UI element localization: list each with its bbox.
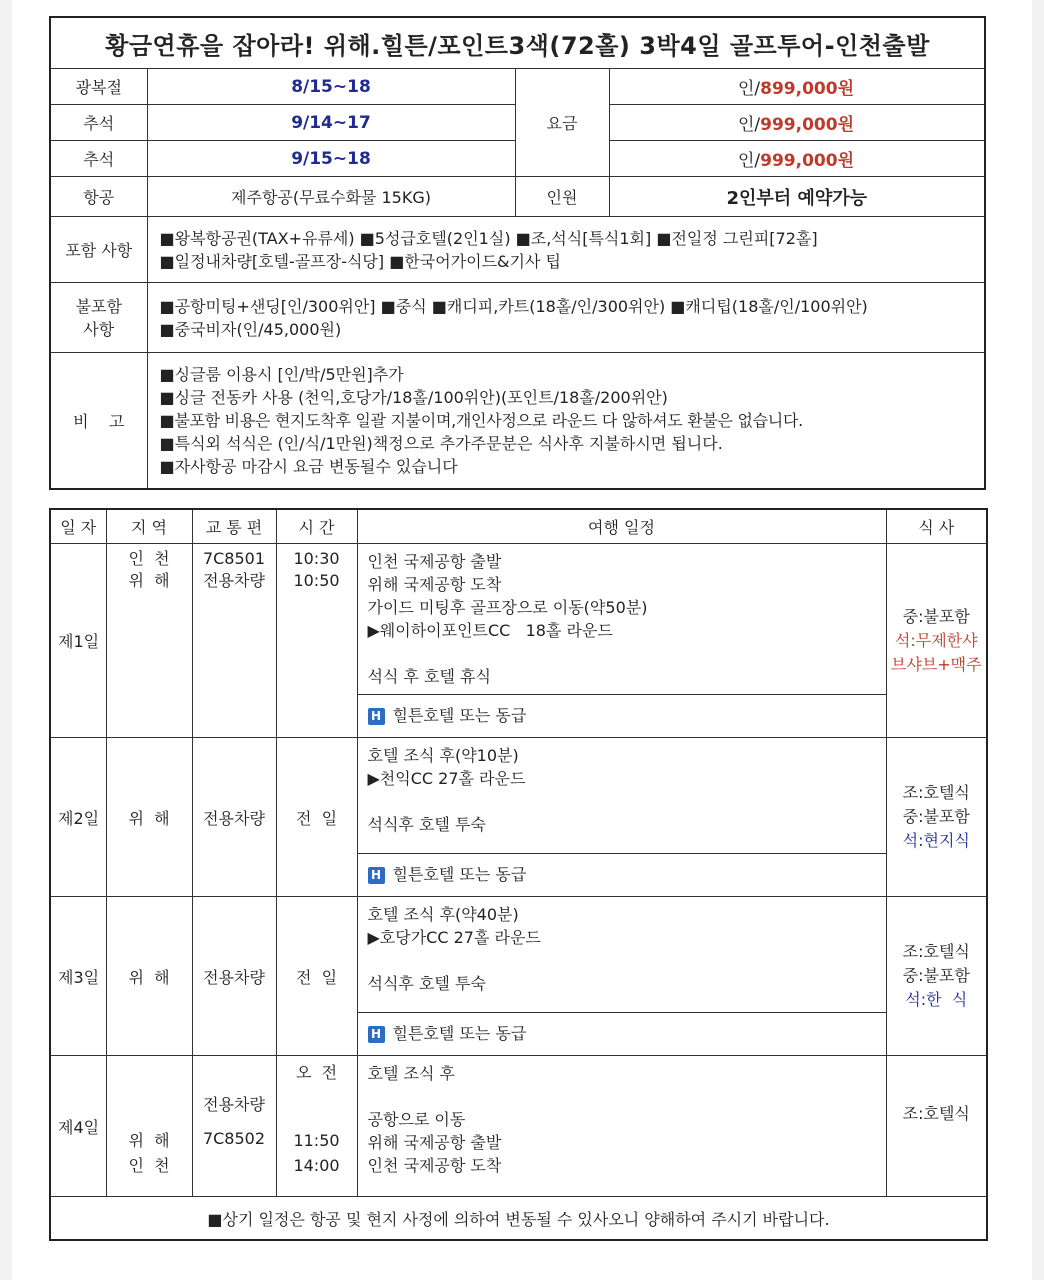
time-text: 10:50: [293, 571, 340, 590]
date-range: 9/15~18: [147, 141, 515, 177]
meal-cell: [886, 1056, 987, 1197]
included-label: 포함 사항: [50, 217, 147, 283]
transport-cell: 전용차량: [192, 897, 276, 1056]
time-text: 11:50: [293, 1131, 340, 1150]
itinerary-cell: [357, 544, 886, 695]
itinerary-line: ▶호당가CC 27홀 라운드: [367, 928, 541, 947]
itinerary-line: ▶천익CC 27홀 라운드: [367, 769, 526, 788]
time-cell: 전 일: [276, 738, 357, 897]
transport-text: 전용차량: [203, 571, 265, 590]
airline-value: 제주항공(무료수화물 15KG): [147, 177, 515, 217]
excluded-text: [147, 283, 985, 353]
header-itinerary: 여행 일정: [357, 509, 886, 544]
itinerary-line: 위해 국제공항 출발: [367, 1133, 502, 1152]
transport-cell: [192, 544, 276, 738]
region-text: 인 천: [128, 549, 170, 568]
included-line: ■일정내차량[호텔-골프장-식당] ■한국어가이드&기사 팁: [159, 251, 561, 271]
price-cell: [609, 141, 985, 177]
itinerary-line: 공항으로 이동: [367, 1110, 466, 1129]
day-row: [50, 738, 987, 854]
airline-row: [50, 177, 985, 217]
excluded-line: ■공항미팅+샌딩[인/300위안] ■중식 ■캐디피,카트(18홀/인/300위안) ■캐디팁(18홀/인/100위안): [159, 296, 868, 316]
hotel-text: 힐튼호텔 또는 동급: [392, 706, 527, 725]
region-text: [107, 1084, 192, 1106]
transport-text: [193, 1062, 276, 1084]
itinerary-line: 인천 국제공항 출발: [367, 552, 502, 571]
meal-text: 조:호텔식: [902, 1104, 970, 1123]
itinerary-line: 석식 후 호텔 휴식: [367, 667, 491, 686]
date-range: 9/14~17: [147, 105, 515, 141]
time-cell: [276, 1056, 357, 1197]
hotel-cell: [357, 854, 886, 897]
time-cell: [276, 544, 357, 738]
day-row: [50, 897, 987, 1013]
meal-text: 중:불포함: [902, 966, 970, 985]
hotel-cell: [357, 1013, 886, 1056]
excluded-label-line: 불포함: [75, 296, 122, 316]
schedule-table: [49, 508, 988, 1241]
itinerary-line: 호텔 조식 후: [367, 1064, 455, 1083]
itinerary-cell: [357, 738, 886, 854]
region-text: 위 해: [128, 571, 170, 590]
airline-label: 항공: [50, 177, 147, 217]
remarks-line: ■특식외 석식은 (인/식/1만원)책정으로 추가주문분은 식사후 지불하시면 됩니다.: [159, 433, 723, 453]
itinerary-cell: [357, 1056, 886, 1197]
header-time: 시 간: [276, 509, 357, 544]
transport-text: 7C8502: [202, 1129, 266, 1148]
meal-text: 브샤브+맥주: [890, 654, 982, 674]
tour-info-table: [49, 16, 986, 490]
itinerary-line: 호텔 조식 후(약10분): [367, 746, 519, 765]
transport-cell: 전용차량: [192, 738, 276, 897]
itinerary-line: [368, 642, 876, 665]
header-region: 지 역: [106, 509, 192, 544]
meal-text: 석:한 식: [905, 990, 968, 1009]
transport-text: 7C8501: [202, 549, 266, 568]
included-row: [50, 217, 985, 283]
remarks-line: ■불포함 비용은 현지도착후 일괄 지불이며,개인사정으로 라운드 다 않하셔도 환불은 없습니다.: [159, 410, 803, 430]
excluded-row: [50, 283, 985, 353]
excluded-label-line: 사항: [83, 319, 115, 339]
meal-text: 조:호텔식: [902, 942, 970, 961]
date-label: 추석: [50, 141, 147, 177]
itinerary-line: 호텔 조식 후(약40분): [367, 905, 519, 924]
people-value: 2인부터 예약가능: [609, 177, 985, 217]
itinerary-line: 가이드 미팅후 골프장으로 이동(약50분): [367, 598, 648, 617]
time-text: [277, 1084, 357, 1106]
remarks-line: ■싱글 전동카 사용 (천익,호당가/18홀/100위안)(포인트/18홀/200위안): [159, 387, 668, 407]
region-cell: [106, 544, 192, 738]
footer-note: ■상기 일정은 항공 및 현지 사정에 의하여 변동될 수 있사오니 양해하여 주시기 바랍니다.: [50, 1197, 987, 1241]
meal-text: 중:불포함: [902, 606, 970, 626]
meal-cell: [886, 544, 987, 738]
included-text: [147, 217, 985, 283]
price-prefix: 인/: [737, 151, 761, 171]
hotel-text: 힐튼호텔 또는 동급: [392, 865, 527, 884]
excluded-label: [50, 283, 147, 353]
meal-text: 조:호텔식: [902, 783, 970, 802]
remarks-line: ■자사항공 마감시 요금 변동될수 있습니다: [159, 456, 458, 476]
excluded-line: ■중국비자(인/45,000원): [159, 319, 342, 339]
price-amount: 999,000원: [760, 115, 854, 135]
meal-cell: [886, 897, 987, 1056]
itinerary-line: [368, 949, 876, 972]
region-text: 위 해: [128, 1131, 170, 1150]
region-text: 인 천: [128, 1156, 170, 1175]
day-label: 제1일: [50, 544, 106, 738]
remarks-row: [50, 353, 985, 489]
fee-label: 요금: [515, 69, 609, 177]
hotel-icon: H: [368, 1026, 385, 1043]
hotel-icon: H: [368, 708, 385, 725]
date-range: 8/15~18: [147, 69, 515, 105]
header-day: 일 자: [50, 509, 106, 544]
price-amount: 999,000원: [760, 151, 854, 171]
itinerary-line: 석식후 호텔 투숙: [367, 815, 486, 834]
hotel-icon: H: [368, 867, 385, 884]
region-text: [107, 1106, 192, 1128]
price-prefix: 인/: [737, 115, 761, 135]
schedule-header-row: [50, 509, 987, 544]
itinerary-line: 인천 국제공항 도착: [367, 1156, 502, 1175]
day-label: 제3일: [50, 897, 106, 1056]
price-amount: 899,000원: [760, 79, 854, 99]
itinerary-cell: [357, 897, 886, 1013]
price-cell: [609, 105, 985, 141]
date-row: [50, 69, 985, 105]
time-text: [277, 1106, 357, 1128]
itinerary-line: [368, 790, 876, 813]
day-row: [50, 1056, 987, 1197]
time-text: 오 전: [295, 1063, 338, 1082]
day-row: [50, 544, 987, 695]
itinerary-line: 석식후 호텔 투숙: [367, 974, 486, 993]
region-cell: [106, 1056, 192, 1197]
hotel-text: 힐튼호텔 또는 동급: [392, 1024, 527, 1043]
remarks-label: 비 고: [50, 353, 147, 489]
transport-text: 전용차량: [203, 1095, 265, 1114]
time-text: 10:30: [293, 549, 340, 568]
region-text: [107, 1062, 192, 1084]
hotel-cell: [357, 695, 886, 738]
date-label: 추석: [50, 105, 147, 141]
day-label: 제2일: [50, 738, 106, 897]
date-label: 광복절: [50, 69, 147, 105]
time-text: 14:00: [293, 1156, 340, 1175]
itinerary-line: ▶웨이하이포인트CC 18홀 라운드: [367, 621, 613, 640]
meal-text: 석:무제한샤: [894, 630, 978, 650]
time-cell: 전 일: [276, 897, 357, 1056]
itinerary-line: [368, 1085, 876, 1108]
people-label: 인원: [515, 177, 609, 217]
header-meal: 식 사: [886, 509, 987, 544]
meal-text: 중:불포함: [902, 807, 970, 826]
page-title: 황금연휴을 잡아라! 위해.힐튼/포인트3색(72홀) 3박4일 골프투어-인천출발: [50, 17, 985, 69]
remarks-line: ■싱글룸 이용시 [인/박/5만원]추가: [159, 364, 404, 384]
header-transport: 교 통 편: [192, 509, 276, 544]
price-cell: [609, 69, 985, 105]
remarks-text: [147, 353, 985, 489]
price-prefix: 인/: [737, 79, 761, 99]
region-cell: 위 해: [106, 897, 192, 1056]
footer-row: [50, 1197, 987, 1241]
region-cell: 위 해: [106, 738, 192, 897]
meal-text: 석:현지식: [902, 831, 970, 850]
day-label: 제4일: [50, 1056, 106, 1197]
transport-cell: [192, 1056, 276, 1197]
meal-cell: [886, 738, 987, 897]
included-line: ■왕복항공권(TAX+유류세) ■5성급호텔(2인1실) ■조,석식[특식1회] ■전일정 그린피[72홀]: [159, 228, 818, 248]
itinerary-line: 위해 국제공항 도착: [367, 575, 502, 594]
